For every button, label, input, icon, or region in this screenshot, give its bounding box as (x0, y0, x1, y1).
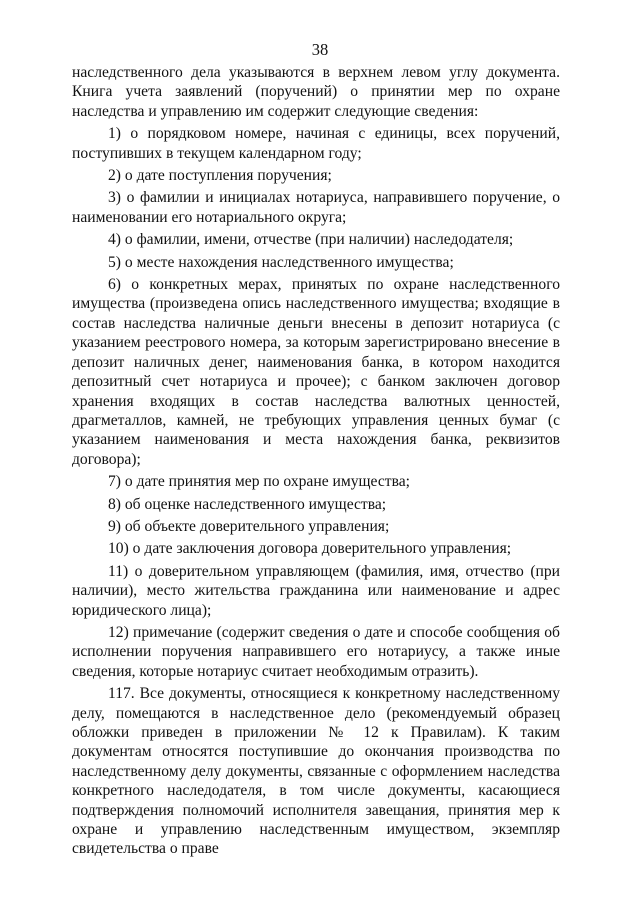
list-item: 12) примечание (содержит сведения о дате и способе сообщения об исполнении поручения направившего его нотариусу, а также иные сведения, которые нотариус считает необходимым отразить). (72, 623, 560, 680)
paragraph: 117. Все документы, относящиеся к конкретному наследственному делу, помещаются в наследственное дело (рекомендуемый образец обложки приведен в приложении № 12 к Правилам). К таким документам относятся поступившие до окончания производства по наследственному делу документы, связанные с оформлением наследства конкретного наследодателя, в том числе документы, касающиеся подтверждения полномочий исполнителя завещания, принятия мер к охране и управлению наследственным имуществом, экземпляр свидетельства о праве (72, 685, 560, 858)
list-item: 8) об оценке наследственного имущества; (108, 495, 387, 513)
list-item: 11) о доверительном управляющем (фамилия, имя, отчество (при наличии), место жительства гражданина или наименование и адрес юридического лица); (72, 562, 560, 619)
list-item: 5) о месте нахождения наследственного имущества; (108, 253, 454, 271)
list-item: 7) о дате принятия мер по охране имущества; (108, 473, 410, 491)
list-item: 9) об объекте доверительного управления; (108, 517, 390, 535)
list-item: 1) о порядковом номере, начиная с единицы, всех поручений, поступивших в текущем календарном году; (72, 125, 560, 162)
list-item: 6) о конкретных мерах, принятых по охране наследственного имущества (произведена опись наследственного имущества; входящие в состав наследства наличные деньги внесены в депозит нотариуса (с указанием реестрового номера, за которым зарегистрировано внесение в депозит наличных денег, наименования банка, в котором находится депозитный счет нотариуса и прочее); с банком заключен договор хранения входящих в состав наследства валютных ценностей, драгметаллов, камней, не требующих управления ценных бумаг (с указанием наименования и места нахождения банка, реквизитов договора); (72, 276, 560, 468)
list-item: 2) о дате поступления поручения; (108, 167, 332, 185)
page-number: 38 (311, 40, 329, 59)
paragraph: наследственного дела указываются в верхнем левом углу документа. Книга учета заявлений (поручений) о принятии мер по охране наследства и управлению им содержит следующие сведения: (72, 64, 560, 120)
list-item: 3) о фамилии и инициалах нотариуса, направившего поручение, о наименовании его нотариального округа; (72, 189, 560, 226)
list-item: 4) о фамилии, имени, отчестве (при наличии) наследодателя; (108, 231, 514, 249)
list-item: 10) о дате заключения договора доверительного управления; (108, 540, 512, 558)
page-body (72, 63, 560, 859)
